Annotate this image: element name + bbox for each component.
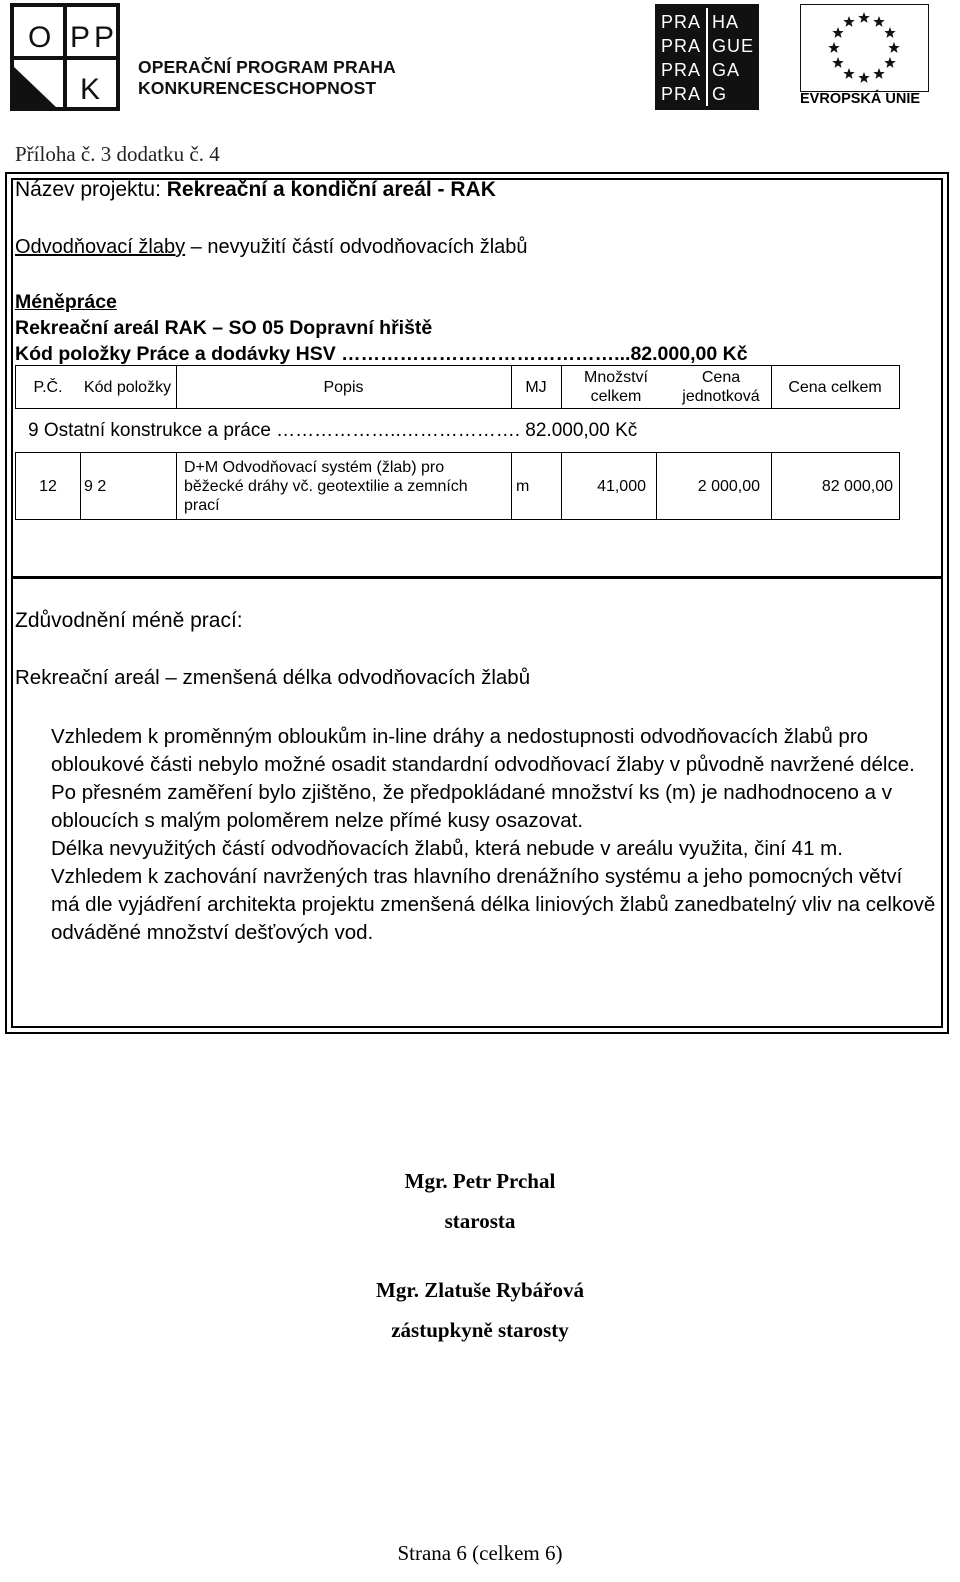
- project-label: Název projektu:: [15, 178, 167, 201]
- justification-heading: Zdůvodnění méně prací:: [15, 609, 243, 632]
- project-title: [15, 178, 496, 202]
- opp-letter-p2: P: [94, 21, 115, 54]
- opp-line-1: OPERAČNÍ PROGRAM PRAHA: [138, 57, 396, 77]
- row-divider: [80, 453, 81, 519]
- row-divider: [511, 453, 512, 519]
- drains-title-rest: – nevyužití částí odvodňovacích žlabů: [185, 236, 528, 258]
- praha-row1-left: PRA: [661, 12, 702, 32]
- justification-paragraph-3: Vzhledem k zachování navržených tras hlavního drenážního systému a jeho pomocných větví má dle vyjádření architekta projektu zmenšená délka liniových žlabů zanedbatelný vliv na celkově odváděné množství dešťových vod.: [51, 865, 936, 944]
- page-footer: Strana 6 (celkem 6): [397, 1541, 563, 1565]
- mene-item-code: Kód položky Práce a dodávky HSV ……………………………………...82.000,00 Kč: [15, 343, 748, 365]
- eu-flag-logo: [800, 4, 929, 92]
- justification-subheading: Rekreační areál – zmenšená délka odvodňovacích žlabů: [15, 666, 531, 689]
- praha-row3-right: GA: [712, 60, 741, 80]
- attachment-label: Příloha č. 3 dodatku č. 4: [15, 142, 220, 166]
- cell-mj: m: [516, 477, 530, 495]
- opp-letter-o: O: [28, 21, 52, 54]
- signature-name-1: Mgr. Petr Prchal: [404, 1169, 556, 1193]
- cell-mnozstvi: 41,000: [597, 477, 646, 495]
- th-pc: P.Č.: [33, 378, 63, 396]
- opp-letter-p1: P: [70, 21, 91, 54]
- praha-row4-right: G: [712, 84, 728, 104]
- opp-letter-k: K: [80, 73, 101, 106]
- praha-row2-right: GUE: [712, 36, 755, 56]
- signature-name-2: Mgr. Zlatuše Rybářová: [376, 1278, 584, 1302]
- th-popis: Popis: [323, 378, 364, 396]
- praha-row1-right: HA: [712, 12, 740, 32]
- justification-paragraph-1: Vzhledem k proměnným obloukům in-line dráhy a nedostupnosti odvodňovacích žlabů pro obloukové části nebylo možné osadit standardní odvodňovací žlaby v původně navržené délce. Po přesném zaměření bylo zjištěno, že předpokládané množství ks (m) je nadhodnoceno a v obloucích s malým poloměrem nelze přímé kusy osazovat.: [51, 725, 915, 832]
- cell-cena-celkem: 82 000,00: [821, 477, 893, 495]
- row-divider: [176, 453, 177, 519]
- th-kod: Kód položky: [83, 378, 172, 396]
- cell-pc: 12: [39, 477, 57, 495]
- justification-text: [51, 723, 936, 947]
- project-name: Rekreační a kondiční areál - RAK: [166, 178, 496, 201]
- praha-row4-left: PRA: [661, 84, 702, 104]
- mene-heading: Méněpráce: [15, 291, 117, 313]
- drains-title: [15, 236, 528, 259]
- justification-paragraph-2: Délka nevyužitých částí odvodňovacích žlabů, která nebude v areálu využita, činí 41 m.: [51, 837, 843, 860]
- table-section-row: 9 Ostatní konstrukce a práce ………………..………………. 82.000,00 Kč: [28, 420, 638, 441]
- mene-block: [15, 289, 748, 367]
- table-row: [15, 452, 900, 520]
- eu-label: EVROPSKÁ UNIE: [800, 91, 921, 107]
- th-cena-celkem: Cena celkem: [788, 378, 882, 396]
- cell-popis: D+M Odvodňovací systém (žlab) pro běžecké dráhy vč. geotextilie a zemních prací: [184, 458, 468, 514]
- frame-divider: [11, 576, 941, 579]
- signature-role-2: zástupkyně starosty: [391, 1318, 569, 1342]
- opp-logo: [10, 3, 120, 111]
- praha-logo: [655, 4, 759, 110]
- drains-title-underlined: Odvodňovací žlaby: [15, 236, 186, 258]
- signature-role-1: starosta: [444, 1209, 516, 1233]
- praha-row3-left: PRA: [661, 60, 702, 80]
- cell-cena-jedn: 2 000,00: [697, 477, 760, 495]
- opp-line-2: KONKURENCESCHOPNOST: [138, 78, 377, 98]
- th-mnozstvi: Množství celkem: [583, 369, 648, 405]
- praha-row2-left: PRA: [661, 36, 702, 56]
- th-cena-jedn: Cena jednotková: [682, 369, 760, 405]
- mene-object: Rekreační areál RAK – SO 05 Dopravní hřiště: [15, 317, 433, 339]
- cell-kod: 9 2: [84, 477, 107, 495]
- table-header: [15, 365, 900, 409]
- th-mj: MJ: [525, 378, 547, 396]
- opp-program-name: [138, 57, 396, 99]
